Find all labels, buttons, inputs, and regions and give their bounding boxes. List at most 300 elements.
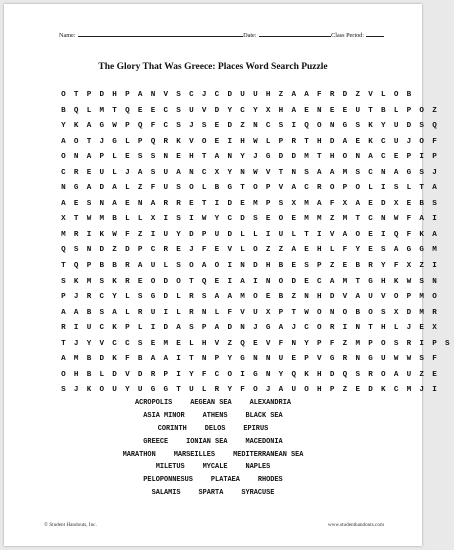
grid-letter: D	[214, 106, 220, 115]
grid-letter: O	[419, 137, 424, 146]
grid-letter: M	[163, 339, 169, 348]
grid-letter: I	[240, 370, 245, 379]
grid-letter: E	[342, 262, 348, 271]
grid-letter: K	[304, 370, 309, 379]
grid-letter: P	[406, 293, 412, 302]
grid-letter: O	[278, 277, 284, 286]
grid-letter: K	[368, 137, 373, 146]
grid-letter: C	[99, 324, 105, 333]
grid-letter: L	[189, 339, 194, 348]
grid-letter: S	[419, 168, 424, 177]
grid-letter: I	[176, 370, 181, 379]
grid-letter: Q	[393, 230, 399, 239]
grid-letter: L	[240, 230, 245, 239]
grid-letter: O	[278, 215, 284, 224]
grid-letter: I	[163, 215, 169, 224]
grid-letter: P	[61, 293, 66, 302]
grid-letter: E	[342, 106, 348, 115]
word-row	[4, 411, 422, 424]
grid-row	[57, 323, 454, 339]
grid-letter: H	[73, 370, 79, 379]
grid-letter: O	[214, 262, 220, 271]
grid-letter: W	[393, 355, 399, 364]
grid-letter: C	[240, 106, 245, 115]
grid-letter: U	[240, 91, 245, 99]
grid-letter: C	[317, 277, 322, 286]
grid-letter: J	[125, 168, 130, 177]
grid-letter: J	[99, 137, 105, 146]
grid-letter: S	[176, 106, 181, 115]
grid-letter: V	[163, 91, 169, 99]
grid-letter: E	[355, 137, 360, 146]
grid-letter: T	[368, 324, 373, 333]
grid-letter: A	[73, 308, 79, 317]
grid-letter: M	[355, 339, 360, 348]
grid-letter: T	[61, 339, 66, 348]
grid-letter: M	[61, 230, 66, 239]
grid-letter: K	[112, 324, 117, 333]
grid-row	[57, 137, 454, 153]
word-row	[4, 424, 422, 437]
grid-letter: S	[445, 339, 450, 348]
grid-letter: S	[176, 184, 181, 193]
grid-letter: C	[125, 339, 130, 348]
grid-letter: G	[112, 137, 117, 146]
grid-letter: P	[137, 137, 143, 146]
grid-letter: P	[432, 339, 437, 348]
grid-letter: I	[227, 262, 233, 271]
grid-letter: D	[406, 308, 412, 317]
grid-letter: Y	[278, 370, 284, 379]
grid-letter: G	[150, 386, 156, 395]
grid-letter: M	[99, 215, 105, 224]
grid-letter: K	[176, 137, 181, 146]
grid-letter: P	[125, 324, 130, 333]
grid-letter: T	[112, 106, 117, 115]
grid-letter: R	[189, 293, 194, 302]
grid-letter: C	[201, 168, 207, 177]
grid-letter: E	[265, 215, 271, 224]
grid-letter: B	[355, 262, 360, 271]
grid-row	[57, 292, 454, 308]
grid-letter: C	[368, 168, 373, 177]
grid-letter: Z	[112, 246, 117, 255]
grid-letter: U	[393, 122, 399, 131]
grid-letter: T	[201, 199, 207, 208]
grid-letter: O	[342, 153, 348, 162]
grid-letter: T	[278, 168, 284, 177]
grid-letter: H	[381, 277, 386, 286]
word-item: BLACK SEA	[245, 411, 283, 420]
grid-letter: E	[368, 230, 373, 239]
grid-letter: Q	[201, 277, 207, 286]
grid-letter: C	[304, 324, 309, 333]
grid-row	[57, 230, 454, 246]
grid-letter: S	[253, 215, 258, 224]
grid-letter: L	[125, 293, 130, 302]
grid-letter: B	[112, 215, 117, 224]
word-item: SALAMIS	[151, 489, 181, 498]
grid-letter: Y	[125, 386, 130, 395]
grid-letter: K	[419, 230, 424, 239]
grid-letter: R	[368, 370, 373, 379]
grid-letter: K	[73, 277, 79, 286]
grid-letter: W	[304, 308, 309, 317]
grid-letter: C	[368, 215, 373, 224]
grid-letter: L	[393, 106, 399, 115]
grid-letter: N	[73, 153, 79, 162]
grid-letter: G	[227, 184, 233, 193]
grid-letter: K	[112, 277, 117, 286]
grid-letter: A	[355, 199, 360, 208]
grid-letter: Y	[112, 293, 117, 302]
grid-letter: I	[317, 230, 322, 239]
grid-letter: W	[112, 230, 117, 239]
grid-letter: L	[137, 215, 143, 224]
grid-letter: D	[163, 324, 169, 333]
grid-letter: L	[201, 386, 207, 395]
grid-letter: P	[163, 370, 169, 379]
grid-letter: H	[317, 137, 322, 146]
grid-letter: M	[99, 106, 105, 115]
grid-letter: F	[125, 355, 130, 364]
word-item: AEGEAN SEA	[190, 399, 232, 407]
grid-letter: O	[317, 324, 322, 333]
grid-letter: I	[432, 262, 437, 271]
word-row	[4, 398, 422, 411]
grid-letter: L	[86, 106, 92, 115]
grid-letter: O	[355, 184, 360, 193]
grid-letter: H	[189, 153, 194, 162]
grid-letter: L	[163, 262, 169, 271]
grid-letter: E	[137, 277, 143, 286]
grid-letter: N	[329, 122, 335, 131]
grid-letter: D	[99, 355, 105, 364]
grid-letter: R	[189, 308, 194, 317]
grid-letter: G	[265, 153, 271, 162]
grid-letter: P	[137, 246, 143, 255]
grid-letter: E	[150, 106, 156, 115]
grid-row	[57, 277, 454, 293]
grid-letter: Z	[355, 91, 360, 99]
grid-letter: R	[73, 230, 79, 239]
word-item: GREECE	[143, 437, 169, 446]
word-item: MARATHON	[122, 450, 156, 459]
grid-row	[57, 106, 454, 122]
grid-letter: S	[355, 168, 360, 177]
grid-letter: U	[150, 308, 156, 317]
grid-letter: Z	[329, 215, 335, 224]
grid-letter: Q	[342, 370, 348, 379]
grid-letter: P	[265, 199, 271, 208]
grid-letter: D	[227, 230, 233, 239]
grid-letter: F	[125, 230, 130, 239]
grid-letter: A	[393, 370, 399, 379]
grid-letter: I	[150, 324, 156, 333]
grid-letter: D	[227, 199, 233, 208]
grid-letter: U	[278, 230, 284, 239]
grid-letter: P	[317, 339, 322, 348]
grid-letter: L	[214, 308, 220, 317]
word-item: SYRACUSE	[241, 489, 275, 498]
grid-letter: N	[86, 246, 92, 255]
grid-letter: X	[393, 199, 399, 208]
grid-row	[57, 168, 454, 184]
grid-letter: D	[291, 153, 297, 162]
grid-letter: A	[317, 168, 322, 177]
grid-letter: F	[329, 199, 335, 208]
grid-letter: O	[189, 184, 194, 193]
grid-letter: D	[329, 137, 335, 146]
grid-letter: M	[419, 308, 424, 317]
grid-letter: Y	[240, 153, 245, 162]
grid-letter: O	[381, 370, 386, 379]
grid-letter: F	[150, 122, 156, 131]
grid-letter: F	[406, 215, 412, 224]
grid-letter: Z	[291, 293, 297, 302]
grid-letter: R	[163, 137, 169, 146]
grid-letter: E	[304, 277, 309, 286]
grid-letter: H	[317, 370, 322, 379]
class-period-line	[366, 31, 384, 37]
grid-letter: S	[176, 215, 181, 224]
grid-letter: B	[214, 184, 220, 193]
grid-letter: A	[304, 91, 309, 99]
grid-letter: Q	[150, 137, 156, 146]
grid-letter: S	[304, 168, 309, 177]
grid-letter: R	[150, 370, 156, 379]
grid-letter: X	[342, 199, 348, 208]
grid-letter: X	[265, 106, 271, 115]
grid-letter: E	[137, 106, 143, 115]
grid-letter: O	[61, 91, 66, 99]
grid-letter: I	[432, 386, 437, 395]
grid-letter: E	[265, 293, 271, 302]
grid-letter: O	[304, 386, 309, 395]
grid-letter: A	[278, 386, 284, 395]
grid-letter: N	[265, 370, 271, 379]
grid-letter: Y	[381, 262, 386, 271]
grid-letter: U	[381, 355, 386, 364]
grid-letter: S	[304, 262, 309, 271]
word-item: MYCALE	[202, 463, 228, 472]
grid-letter: S	[201, 293, 207, 302]
grid-letter: U	[291, 386, 297, 395]
grid-letter: M	[86, 277, 92, 286]
grid-letter: W	[86, 215, 92, 224]
grid-letter: O	[253, 246, 258, 255]
grid-letter: T	[176, 386, 181, 395]
grid-letter: R	[329, 324, 335, 333]
grid-letter: R	[406, 339, 412, 348]
grid-letter: R	[214, 386, 220, 395]
grid-letter: G	[73, 184, 79, 193]
grid-letter: G	[163, 386, 169, 395]
grid-letter: U	[406, 370, 412, 379]
grid-letter: L	[291, 230, 297, 239]
grid-letter: H	[278, 106, 284, 115]
grid-letter: H	[317, 386, 322, 395]
grid-letter: A	[176, 324, 181, 333]
grid-letter: E	[73, 199, 79, 208]
grid-letter: G	[419, 246, 424, 255]
grid-letter: L	[125, 184, 130, 193]
grid-letter: N	[150, 91, 156, 99]
grid-letter: D	[163, 293, 169, 302]
grid-letter: V	[125, 370, 130, 379]
grid-letter: A	[214, 293, 220, 302]
grid-letter: S	[176, 262, 181, 271]
grid-letter: A	[201, 262, 207, 271]
grid-letter: T	[291, 308, 297, 317]
grid-letter: O	[227, 370, 233, 379]
grid-letter: Y	[61, 122, 66, 131]
grid-letter: L	[368, 184, 373, 193]
grid-letter: H	[201, 339, 207, 348]
grid-letter: A	[342, 137, 348, 146]
grid-letter: C	[112, 339, 117, 348]
grid-letter: H	[240, 137, 245, 146]
grid-row	[57, 183, 454, 199]
grid-letter: A	[278, 324, 284, 333]
grid-letter: K	[86, 386, 92, 395]
grid-letter: P	[201, 230, 207, 239]
grid-letter: N	[189, 168, 194, 177]
grid-letter: M	[432, 246, 437, 255]
grid-letter: E	[304, 106, 309, 115]
grid-letter: D	[278, 153, 284, 162]
date-line	[259, 31, 331, 37]
grid-letter: V	[265, 168, 271, 177]
grid-letter: A	[112, 184, 117, 193]
grid-letter: C	[150, 246, 156, 255]
grid-letter: E	[406, 199, 412, 208]
grid-letter: A	[150, 355, 156, 364]
grid-letter: A	[86, 184, 92, 193]
grid-letter: S	[61, 386, 66, 395]
grid-letter: Y	[381, 122, 386, 131]
grid-letter: V	[342, 293, 348, 302]
word-item: NAPLES	[245, 463, 271, 472]
grid-letter: J	[73, 293, 79, 302]
grid-letter: B	[112, 262, 117, 271]
grid-letter: I	[86, 230, 92, 239]
grid-letter: S	[278, 122, 284, 131]
grid-letter: W	[253, 137, 258, 146]
grid-letter: Y	[355, 246, 360, 255]
grid-letter: V	[329, 230, 335, 239]
worksheet-page	[4, 4, 450, 546]
grid-letter: T	[317, 153, 322, 162]
grid-letter: N	[381, 215, 386, 224]
grid-letter: T	[86, 137, 92, 146]
grid-letter: C	[381, 153, 386, 162]
grid-letter: E	[176, 246, 181, 255]
grid-letter: S	[419, 122, 424, 131]
grid-letter: I	[253, 277, 258, 286]
word-item: MEDITERRANEAN SEA	[233, 450, 304, 459]
grid-letter: L	[125, 137, 130, 146]
grid-letter: S	[99, 308, 105, 317]
grid-letter: C	[265, 122, 271, 131]
grid-letter: A	[393, 168, 399, 177]
grid-letter: F	[329, 339, 335, 348]
puzzle-title: The Glory That Was Greece: Places Word Search Puzzle	[98, 62, 328, 72]
grid-letter: G	[329, 355, 335, 364]
grid-letter: J	[201, 91, 207, 99]
grid-letter: C	[214, 91, 220, 99]
grid-letter: I	[342, 324, 348, 333]
grid-letter: A	[137, 168, 143, 177]
grid-letter: B	[86, 355, 92, 364]
grid-letter: Q	[73, 106, 79, 115]
grid-letter: R	[125, 262, 130, 271]
grid-letter: J	[189, 122, 194, 131]
grid-letter: U	[368, 293, 373, 302]
grid-letter: T	[189, 277, 194, 286]
grid-letter: A	[176, 168, 181, 177]
grid-letter: C	[381, 137, 386, 146]
grid-letter: L	[176, 293, 181, 302]
grid-letter: X	[61, 215, 66, 224]
grid-letter: D	[125, 246, 130, 255]
grid-letter: U	[189, 106, 194, 115]
grid-letter: F	[393, 262, 399, 271]
grid-letter: P	[86, 91, 92, 99]
grid-letter: P	[201, 324, 207, 333]
grid-letter: U	[278, 355, 284, 364]
grid-letter: E	[291, 215, 297, 224]
grid-letter: O	[61, 153, 66, 162]
grid-letter: N	[355, 355, 360, 364]
grid-letter: Q	[291, 370, 297, 379]
grid-letter: S	[201, 122, 207, 131]
grid-letter: A	[291, 184, 297, 193]
grid-letter: S	[381, 308, 386, 317]
grid-letter: N	[227, 153, 233, 162]
grid-letter: O	[342, 308, 348, 317]
grid-letter: U	[150, 262, 156, 271]
grid-letter: Z	[137, 230, 143, 239]
grid-letter: N	[240, 168, 245, 177]
grid-letter: I	[381, 184, 386, 193]
grid-letter: E	[189, 199, 194, 208]
grid-letter: A	[432, 230, 437, 239]
grid-letter: G	[406, 168, 412, 177]
grid-letter: A	[112, 308, 117, 317]
grid-letter: B	[137, 355, 143, 364]
grid-letter: N	[163, 153, 169, 162]
word-row	[4, 475, 422, 488]
grid-letter: I	[419, 339, 424, 348]
grid-letter: U	[253, 91, 258, 99]
word-item: ACROPOLIS	[135, 399, 173, 407]
grid-letter: J	[189, 246, 194, 255]
grid-letter: D	[163, 277, 169, 286]
grid-letter: R	[368, 262, 373, 271]
grid-letter: T	[304, 137, 309, 146]
grid-letter: S	[278, 199, 284, 208]
grid-letter: P	[342, 184, 348, 193]
grid-letter: P	[125, 122, 130, 131]
grid-letter: V	[381, 293, 386, 302]
word-item: EPIRUS	[243, 424, 269, 433]
word-row	[4, 450, 422, 463]
grid-letter: M	[240, 293, 245, 302]
grid-letter: T	[73, 91, 79, 99]
grid-letter: J	[73, 339, 79, 348]
grid-letter: U	[355, 106, 360, 115]
